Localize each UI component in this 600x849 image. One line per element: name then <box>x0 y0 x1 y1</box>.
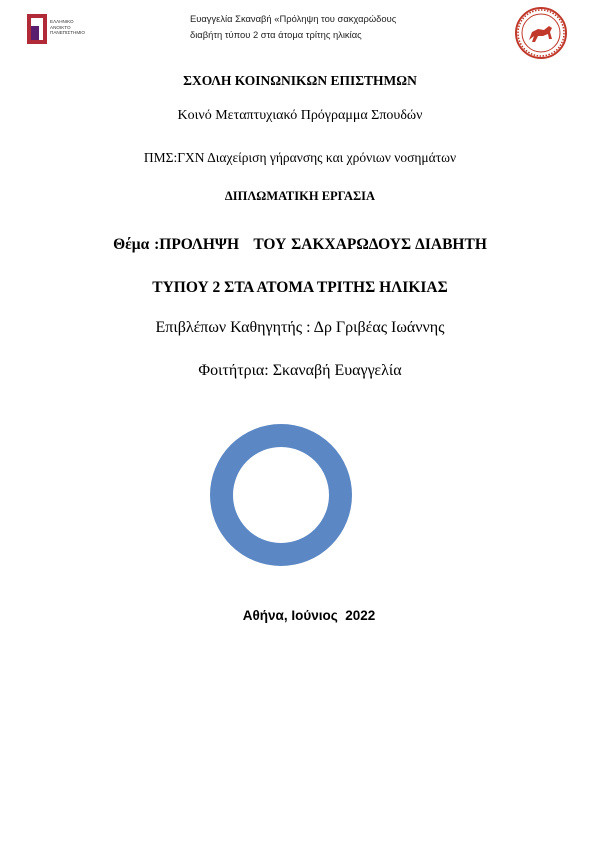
university-seal-icon <box>514 6 568 60</box>
eap-logo-icon <box>27 14 47 44</box>
date-line <box>0 608 600 623</box>
student: Φοιτήτρια: Σκαναβή Ευαγγελία <box>198 362 402 379</box>
topic-line-1: Θέμα :ΠΡΟΛΗΨΗ ΤΟΥ ΣΑΚΧΑΡΩΔΟΥΣ ΔΙΑΒΗΤΗ <box>113 236 487 253</box>
school-name: ΣΧΟΛΗ ΚΟΙΝΩΝΙΚΩΝ ΕΠΙΣΤΗΜΩΝ <box>183 73 417 88</box>
program-name: Κοινό Μεταπτυχιακό Πρόγραμμα Σπουδών <box>177 108 423 123</box>
thesis-label: ΔΙΠΛΩΜΑΤΙΚΗ ΕΡΓΑΣΙΑ <box>224 189 376 203</box>
running-header-line-1: Ευαγγελία Σκαναβή «Πρόληψη του σακχαρώδους <box>190 13 397 24</box>
date-text: Αθήνα, Ιούνιος 2022 <box>242 608 376 623</box>
running-header-line-2: διαβήτη τύπου 2 στα άτομα τρίτης ηλικίας <box>190 29 362 40</box>
pms-title: ΠΜΣ:ΓΧΝ Διαχείριση γήρανσης και χρόνιων νοσημάτων <box>143 150 457 165</box>
running-header <box>190 11 450 43</box>
decorative-ring-icon <box>210 424 352 566</box>
logo-text: ΕΛΛΗΝΙΚΟ ΑΝΟΙΚΤΟ ΠΑΝΕΠΙΣΤΗΜΙΟ <box>50 19 85 36</box>
university-logo <box>27 14 99 46</box>
supervisor: Επιβλέπων Καθηγητής : Δρ Γριβέας Ιωάννης <box>155 319 445 336</box>
topic-line-2: ΤΥΠΟΥ 2 ΣΤΑ ΑΤΟΜΑ ΤΡΙΤΗΣ ΗΛΙΚΙΑΣ <box>152 279 448 296</box>
